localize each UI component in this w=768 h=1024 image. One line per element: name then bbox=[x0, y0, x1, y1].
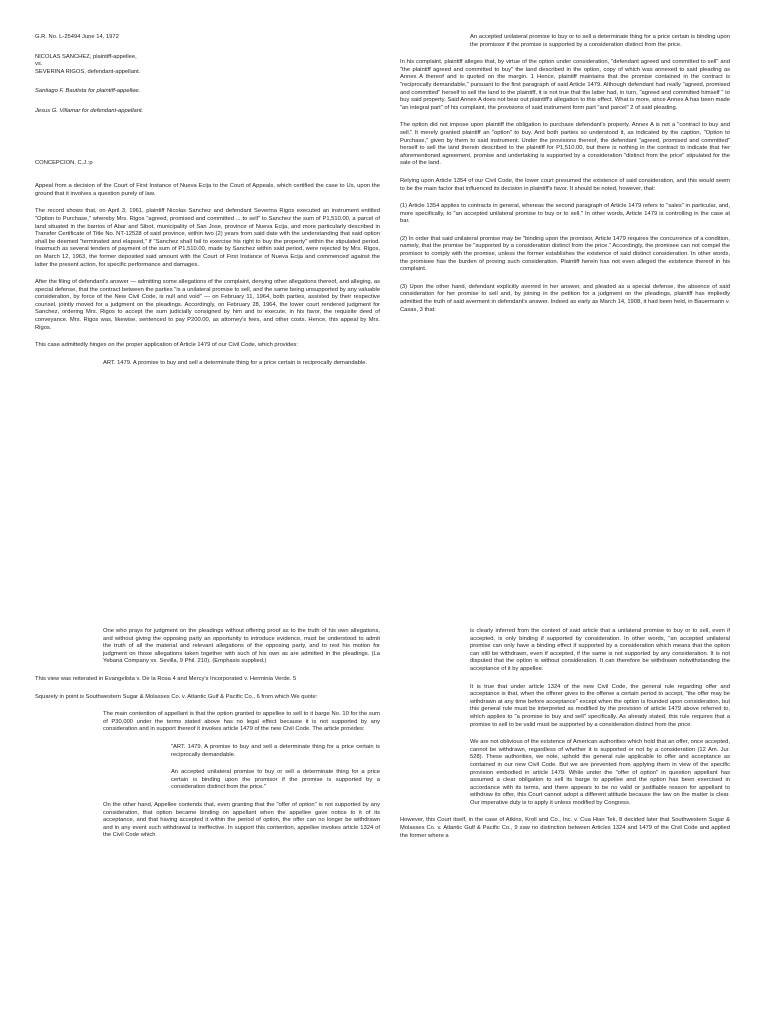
paragraph: The option did not impose upon plaintiff the obligation to purchase defendant's property. Annex A is not a "contract to buy and sell." It merely granted plaintiff an "option" to buy. And both parties so understood it, as indicated by the caption, "Option to Purchase," given by them to said instrument. Under the provisions thereof, the defendant "agreed, promised and committed" herself to sell the land therein described to the plaintiff for P1,510.00, but there is nothing in the contract to indicate that her aforementioned agreement, promise and undertaking is supported by a consideration "distinct from the price" stipulated for the sale of the land. bbox=[400, 122, 730, 167]
quoted-article: An accepted unilateral promise to buy or sell a determinate thing for a price certain is binding upon the promisor if the promise is supported by a consideration distinct from the price." bbox=[171, 769, 380, 791]
top-right-column bbox=[400, 34, 730, 324]
versus: vs. bbox=[35, 61, 43, 68]
bottom-left-column bbox=[35, 628, 380, 850]
defendant-name: SEVERINA RIGOS, defendant-appellant. bbox=[35, 68, 141, 75]
counsel-defendant: Jesus G. Villamar for defendant-appellant. bbox=[35, 107, 144, 114]
paragraph: However, this Court itself, in the case of Atkins, Kroll and Co., Inc. v. Cua Hian Tek, 8 decided later that Southwestern Sugar & Molasses Co. v. Atlantic Gulf & Pacific Co., 9 saw no distinction between Articles 1324 and 1479 of the Civil Code and applied the former where a bbox=[400, 817, 730, 839]
paragraph: (2) In order that said unilateral promise may be "binding upon the promisor, Article 1479 requires the concurrence of a condition, namely, that the promise be "supported by a consideration distinct from the price." Accordingly, the promisee can not compel the promisor to comply with the promise, unless the former establishes the existence of said distinct consideration. In other words, the promisee has the burden of proving such consideration. Plaintiff herein has not even alleged the existence thereof in his complaint. bbox=[400, 235, 730, 273]
top-left-column bbox=[35, 34, 380, 377]
case-caption bbox=[35, 34, 380, 116]
quoted-paragraph: is clearly inferred from the context of said article that a unilateral promise to buy or to sell, even if accepted, is only binding if supported by consideration. In other words, "an accepted unilateral promise can only have a binding effect if supported by a consideration which means that the option can still be withdrawn, even if accepted, if the same is not supported by any consideration. It is not disputed that the option is without consideration. It can therefore be withdrawn notwithstanding the acceptance of it by appellee. bbox=[470, 628, 730, 672]
plaintiff-name: NICOLAS SANCHEZ, plaintiff-appellee, bbox=[35, 53, 137, 60]
quoted-article: "ART. 1479. A promise to buy and sell a determinate thing for a price certain is reciprocally demandable. bbox=[171, 743, 380, 758]
paragraph: Relying upon Article 1354 of our Civil Code, the lower court presumed the existence of said consideration, and this would seem to be the main factor that influenced its decision in plaintiff's favor. It should be noted, however, that: bbox=[400, 177, 730, 192]
quoted-paragraph: On the other hand, Appellee contends that, even granting that the "offer of option" is not supported by any consideration, that option became binding on appellant when the appellee gave notice to it of its acceptance, and that having accepted it within the period of option, the offer can no longer be withdrawn and in any event such withdrawal is ineffective. In support this contention, appellee invokes article 1324 of the Civil Code which bbox=[103, 801, 380, 839]
counsel-plaintiff: Santiago F. Bautista for plaintiff-appellee. bbox=[35, 88, 141, 95]
ponente: CONCEPCION, C.J.:p bbox=[35, 159, 93, 166]
quoted-paragraph: It is true that under article 1324 of the new Civil Code, the general rule regarding offer and acceptance is that, when the offerer gives to the offeree a certain period to accept, "the offer may be withdrawn at any time before acceptance" except when the option is founded upon consideration, but this general rule must be interpreted as modified by the provision of article 1479 above referred to, which applies to "a promise to buy and sell" specifically. As already stated, this rule requires that a promise to sell to be valid must be supported by a consideration distinct from the price. bbox=[470, 683, 730, 728]
quoted-paragraph: One who prays for judgment on the pleadings without offering proof as to the truth of his own allegations, and without giving the opposing party an opportunity to introduce evidence, must be understood to admit the truth of all the material and relevant allegations of the opposing party, and to rest his motion for judgment on those allegations taken together with such of his own as are admitted in the pleadings. (La Yebana Company vs. Sevilla, 9 Phil. 210). (Emphasis supplied.) bbox=[103, 628, 380, 665]
paragraph: (1) Article 1354 applies to contracts in general, whereas the second paragraph of Article 1479 refers to "sales" in particular, and, more specifically, to "an accepted unilateral promise to buy or to sell." In other words, Article 1479 is controlling in the case at bar. bbox=[400, 203, 730, 225]
paragraph: Squarely in point is Southwestern Sugar & Molasses Co. v. Atlantic Gulf & Pacific Co., 6 from which We quote: bbox=[35, 693, 318, 700]
quoted-paragraph: The main contention of appellant is that the option granted to appellee to sell to it barge No. 10 for the sum of P30,000 under the terms stated above has no legal effect because it is not supported by any consideration and in support thereof it invokes article 1479 of the new Civil Code. The article provides: bbox=[103, 711, 380, 733]
paragraph: After the filing of defendant's answer — admitting some allegations of the complaint, denying other allegations thereof, and alleging, as special defense, that the contract between the parties "is a unilateral promise to sell, and the same being unsupported by any valuable consideration, by force of the New Civil Code, is null and void" — on February 11, 1964, both parties, assisted by their respective counsel, jointly moved for a judgment on the pleadings. Accordingly, on February 28, 1964, the lower court rendered judgment for Sanchez, ordering Mrs. Rigos to accept the sum judicially consigned by him and to execute, in his favor, the requisite deed of conveyance. Mrs. Rigos was, likewise, sentenced to pay P200.00, as attorney's fees, and other costs. Hence, this appeal by Mrs. Rigos. bbox=[35, 279, 380, 331]
quoted-paragraph: We are not oblivious of the existence of American authorities which hold that an offer, once accepted, cannot be withdrawn, regardless of whether it is supported or not by a consideration (12 Am. Jur. 528). These authorities, we note, uphold the general rule applicable to offer and acceptance as contained in our new Civil Code. But we are prevented from applying them in view of the specific provision embodied in article 1479. While under the "offer of option" in question appellant has assumed a clear obligation to sell its barge to appellee and the option has been exercised in accordance with its terms, and there appears to be no valid or justifiable reason for appellant to withdraw its offer, this Court cannot adopt a different attitude because the law on the matter is clear. Our imperative duty is to apply it unless modified by Congress. bbox=[470, 739, 730, 806]
quoted-article: An accepted unilateral promise to buy or to sell a determinate thing for a price certain is binding upon the promissor if the promise is supported by a consideration distinct from the price. bbox=[470, 34, 730, 48]
paragraph: This case admittedly hinges on the proper application of Article 1479 of our Civil Code, which provides: bbox=[35, 342, 298, 349]
bottom-right-column bbox=[400, 628, 730, 850]
paragraph: The record shows that, on April 3, 1961, plaintiff Nicolas Sanchez and defendant Severina Rigos executed an instrument entitled "Option to Purchase," whereby Mrs. Rigos "agreed, promised and committed ... to sell" to Sanchez the sum of P1,510.00, a parcel of land situated in the barrios of Abar and Sibot, municipality of San Jose, province of Nueva Ecija, and more particularly described in Transfer Certificate of Title No. NT-12528 of said province, within two (2) years from said date with the understanding that said option shall be deemed "terminated and elapsed," if "Sanchez shall fail to exercise his right to buy the property" within the stipulated period. Inasmuch as several tenders of payment of the sum of P1,510.00, made by Sanchez within said period, were rejected by Mrs. Rigos, on March 12, 1963, the former deposited said amount with the Court of First Instance of Nueva Ecija and commenced against the latter the present action, for specific performance and damages. bbox=[35, 208, 380, 268]
paragraph: In his complaint, plaintiff alleges that, by virtue of the option under consideration, "defendant agreed and committed to sell" and "the plaintiff agreed and committed to buy" the land described in the option, copy of which was annexed to said pleading as Annex A thereof and is quoted on the margin. 1 Hence, plaintiff maintains that the promise contained in the contract is "reciprocally demandable," pursuant to the first paragraph of said Article 1479. Although defendant had really "agreed, promised and committed" herself to sell the land to the plaintiff, it is not true that the latter had, in turn, "agreed and committed himself " to buy said property. Said Annex A does not bear out plaintiff's allegation to this effect. What is more, since Annex A has been made "an integral part" of his complaint, the provisions of said instrument form part "and parcel" 2 of said pleading. bbox=[400, 59, 730, 111]
case-number: G.R. No. L-25494 June 14, 1972 bbox=[35, 34, 119, 40]
quoted-article: ART. 1479. A promise to buy and sell a determinate thing for a price certain is reciprocally demandable. bbox=[103, 359, 368, 366]
paragraph: Appeal from a decision of the Court of First Instance of Nueva Ecija to the Court of Appeals, which certified the case to Us, upon the ground that it involves a question purely of law. bbox=[35, 183, 380, 197]
paragraph: This view was reiterated in Evangelista v. De la Rosa 4 and Mercy's Incorporated v. Herminia Verde. 5 bbox=[35, 675, 297, 682]
paragraph: (3) Upon the other hand, defendant explicitly averred in her answer, and pleaded as a special defense, the absence of said consideration for her promise to sell and, by joining in the petition for a judgment on the pleadings, plaintiff has impliedly admitted the truth of said averment in defendant's answer. Indeed as early as March 14, 1908, it had been held, in Bauermann v. Casas, 3 that: bbox=[400, 283, 730, 313]
